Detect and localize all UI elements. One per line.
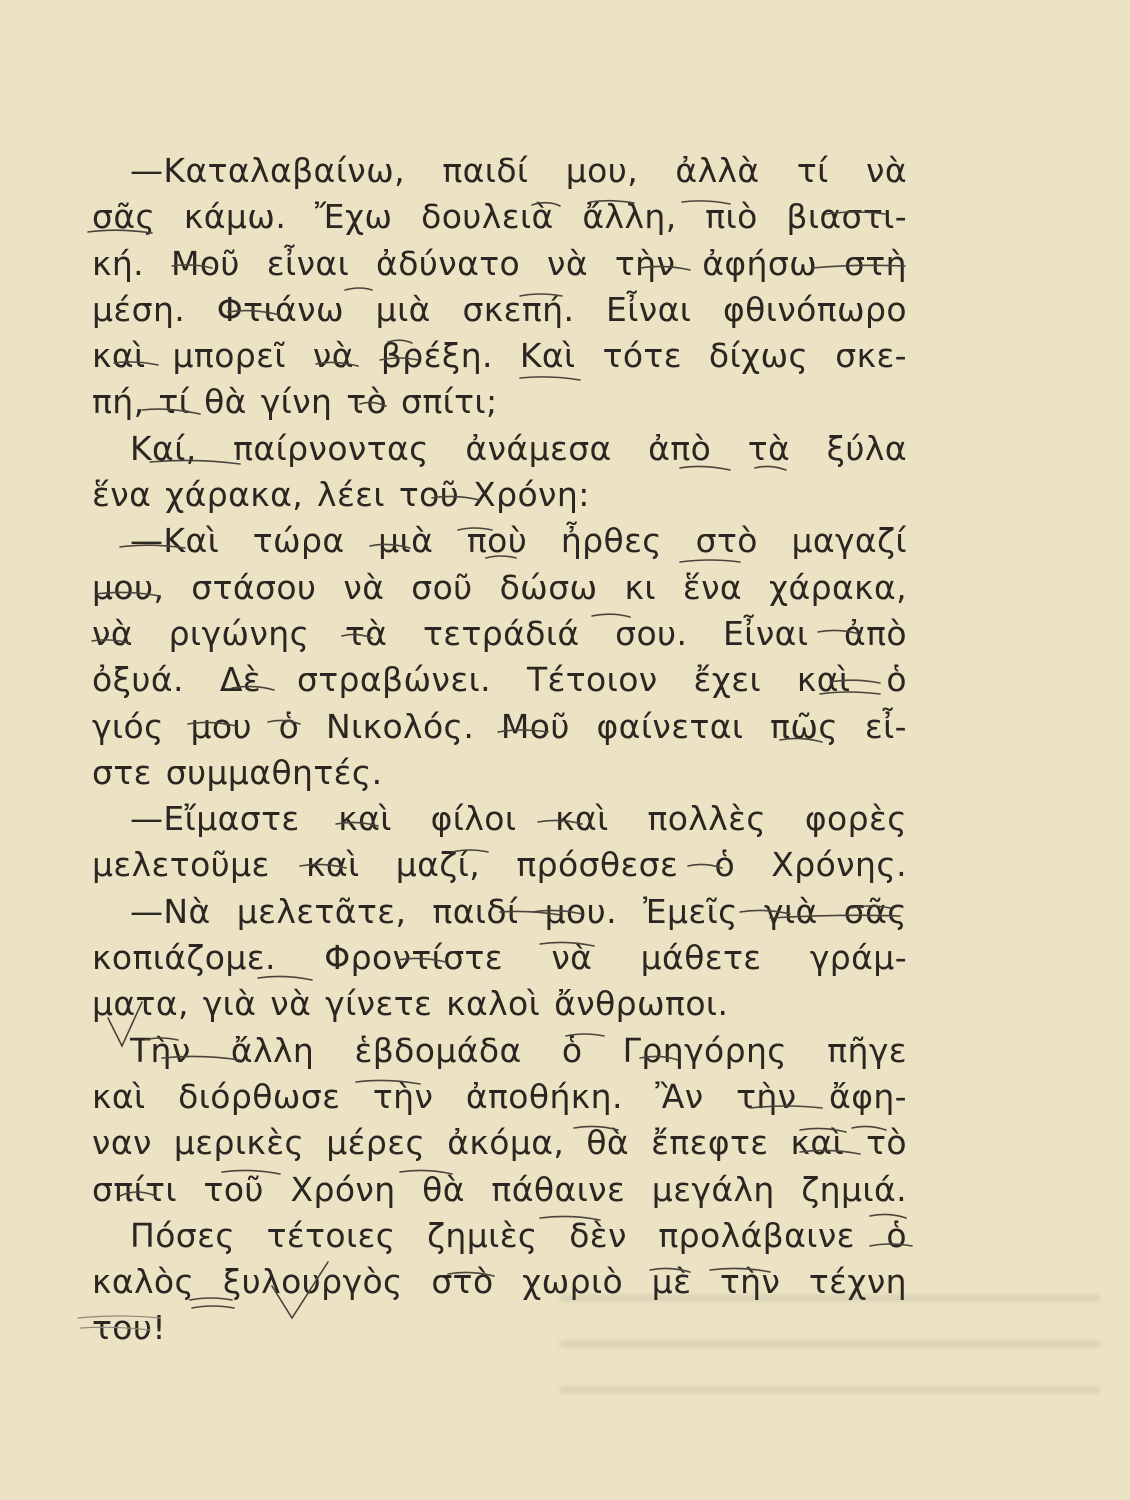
text-line: ἕνα χάρακα, λέει τοῦ Χρόνη:: [92, 475, 590, 515]
text-line: του!: [92, 1308, 166, 1348]
text-line: καὶ διόρθωσε τὴν ἀποθήκη. Ἂν τὴν ἄφη-: [92, 1076, 907, 1116]
text-line: —Καὶ τώρα μιὰ ποὺ ἦρθες στὸ μαγαζί: [130, 521, 907, 561]
text-line: —Νὰ μελετᾶτε, παιδί μου. Ἐμεῖς γιὰ σᾶς: [130, 891, 907, 931]
text-line: —Εἴμαστε καὶ φίλοι καὶ πολλὲς φορὲς: [130, 799, 907, 839]
text-line: νὰ ριγώνης τὰ τετράδιά σου. Εἶναι ἀπὸ: [92, 613, 907, 653]
text-line: ματα, γιὰ νὰ γίνετε καλοὶ ἄνθρωποι.: [92, 984, 729, 1024]
text-line: κοπιάζομε. Φροντίστε νὰ μάθετε γράμ-: [92, 938, 907, 978]
text-line: —Καταλαβαίνω, παιδί μου, ἀλλὰ τί νὰ: [130, 151, 907, 190]
text-line: Τὴν ἄλλη ἑβδομάδα ὁ Γρηγόρης πῆγε: [130, 1030, 907, 1070]
text-line: στε συμμαθητές.: [92, 752, 383, 792]
text-line: κή. Μοῦ εἶναι ἀδύνατο νὰ τὴν ἀφήσω στὴ: [92, 243, 907, 283]
text-line: Πόσες τέτοιες ζημιὲς δὲν προλάβαινε ὁ: [130, 1215, 907, 1255]
text-line: Καί, παίρνοντας ἀνάμεσα ἀπὸ τὰ ξύλα: [130, 428, 907, 468]
text-line: ὀξυά. Δὲ στραβώνει. Τέτοιον ἔχει καὶ ὁ: [92, 660, 907, 700]
text-line: γιός μου ὁ Νικολός. Μοῦ φαίνεται πῶς εἶ-: [92, 706, 907, 746]
text-line: καὶ μπορεῖ νὰ βρέξη. Καὶ τότε δίχως σκε-: [92, 336, 907, 376]
text-line: μελετοῦμε καὶ μαζί, πρόσθεσε ὁ Χρόνης.: [92, 845, 907, 885]
text-line: ναν μερικὲς μέρες ἀκόμα, θὰ ἔπεφτε καὶ τὸ: [92, 1123, 907, 1163]
text-line: σπίτι τοῦ Χρόνη θὰ πάθαινε μεγάλη ζημιά.: [92, 1169, 907, 1209]
text-line: μέση. Φτιάνω μιὰ σκεπή. Εἶναι φθινόπωρο: [92, 289, 907, 329]
text-line: καλὸς ξυλουργὸς στὸ χωριὸ μὲ τὴν τέχνη: [92, 1262, 907, 1302]
body-text: [92, 148, 907, 1352]
text-line: πή, τί θὰ γίνη τὸ σπίτι;: [92, 382, 498, 422]
text-line: μου, στάσου νὰ σοῦ δώσω κι ἕνα χάρακα,: [92, 567, 907, 607]
text-line: σᾶς κάμω. Ἔχω δουλειὰ ἄλλη, πιὸ βιαστι-: [92, 197, 907, 237]
